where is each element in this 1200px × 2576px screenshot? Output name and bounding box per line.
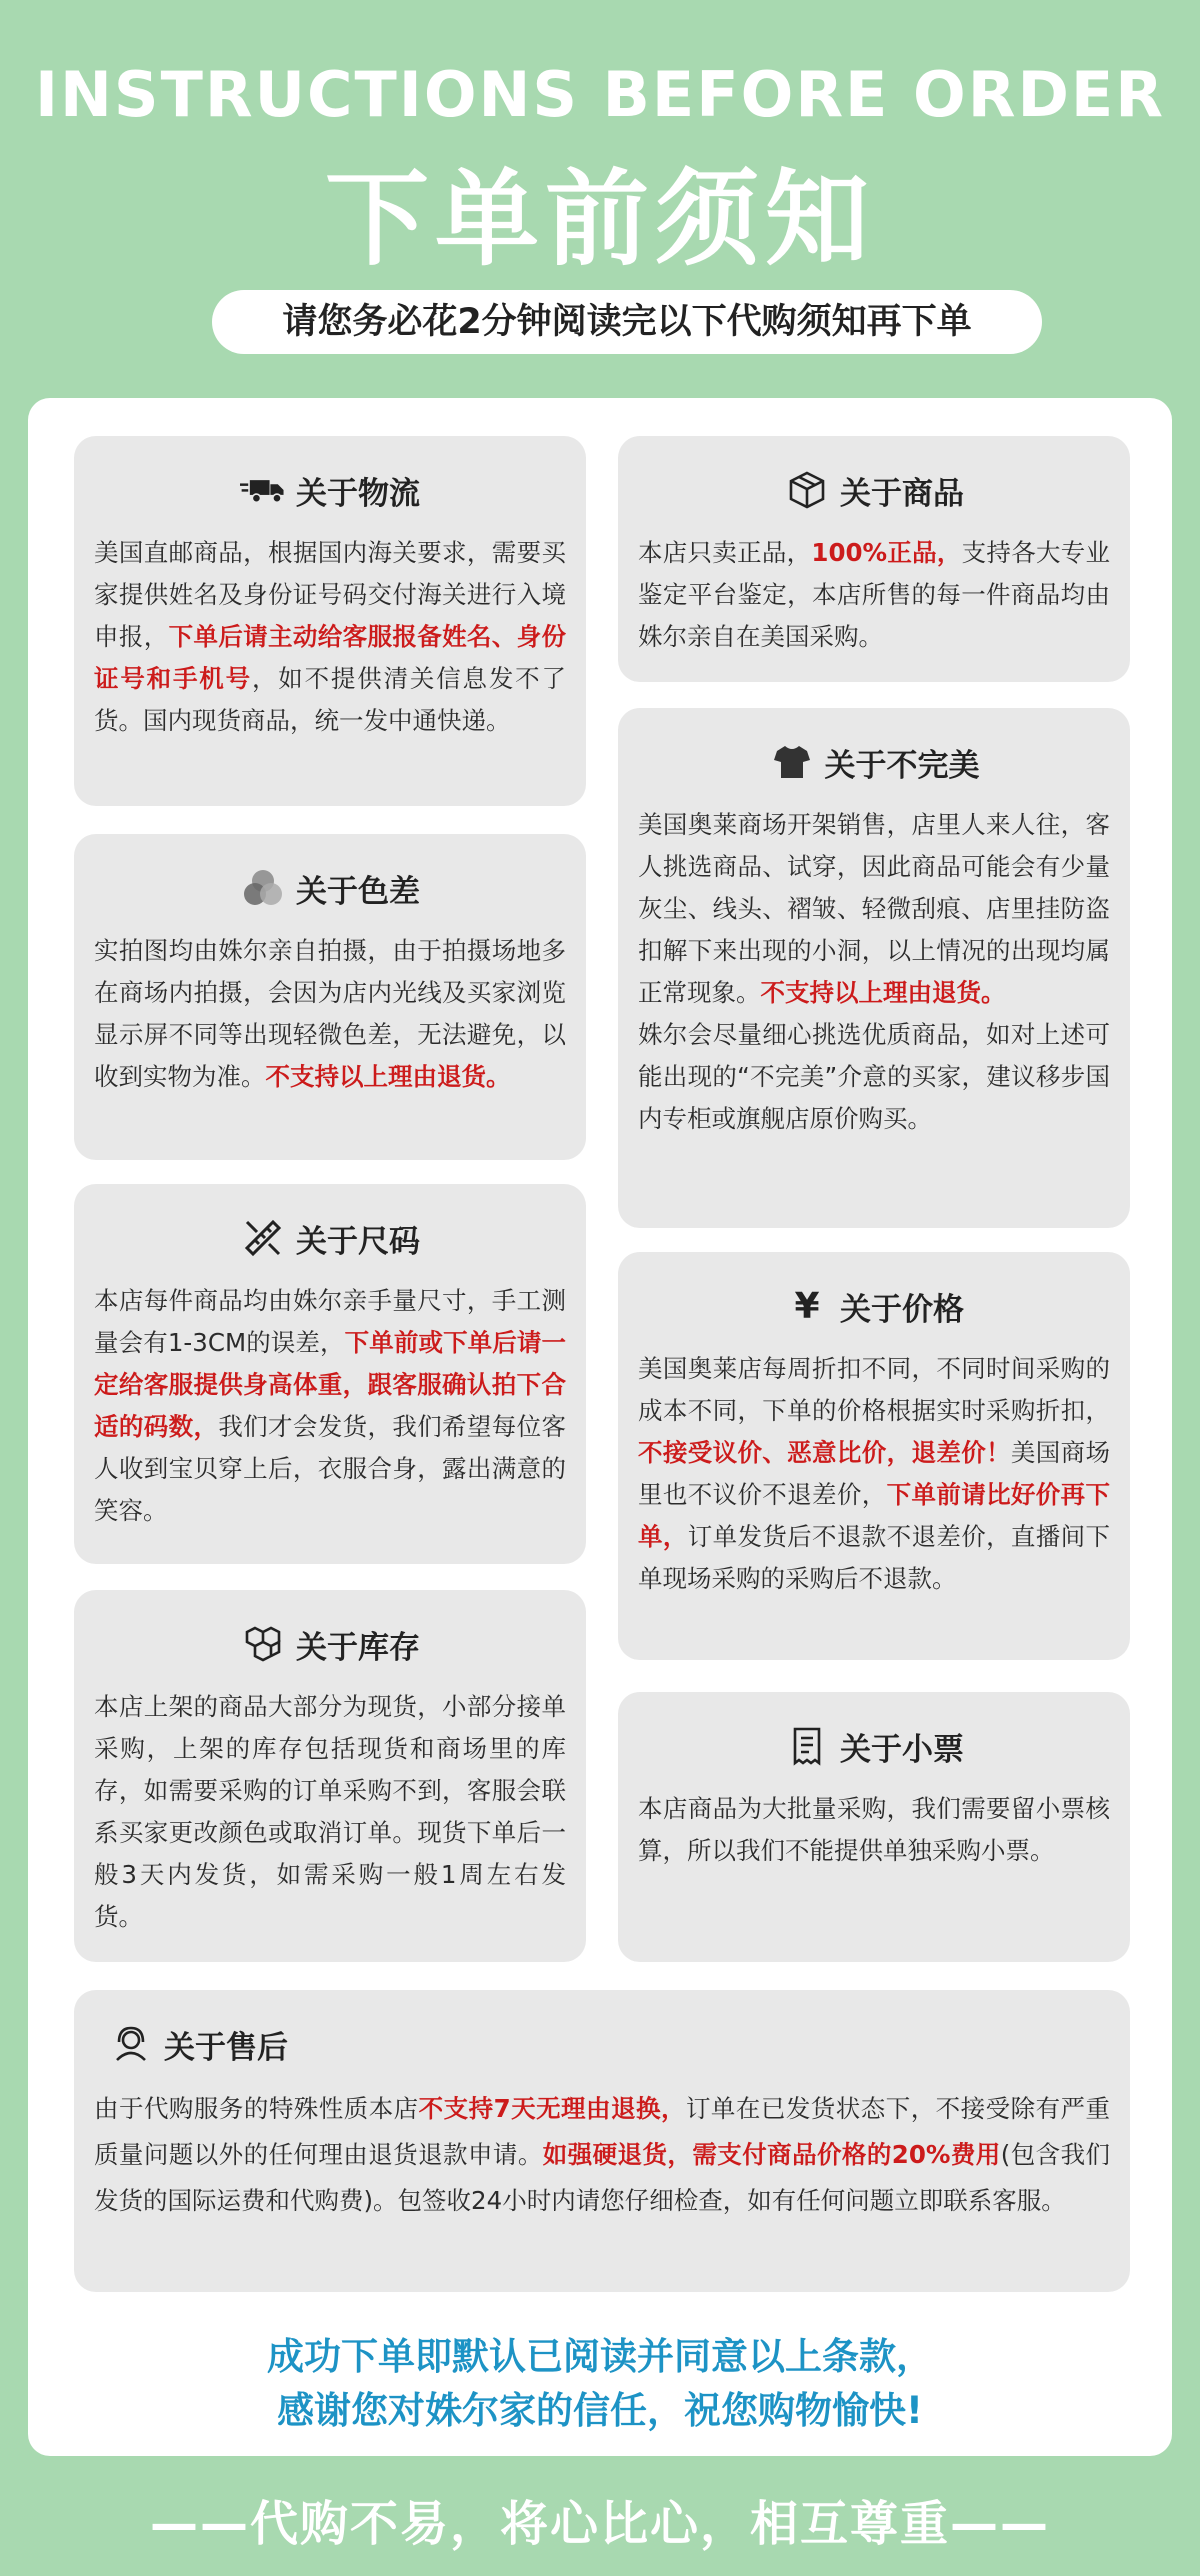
card-body: 本店上架的商品大部分为现货，小部分接单采购，上架的库存包括现货和商场里的库存，如需要采购的订单采购不到，客服会联系买家更改颜色或取消订单。现货下单后一般3天内发货，如需采购一般1周左右发货。 <box>94 1692 566 1931</box>
card-title: 关于色差 <box>296 873 420 910</box>
card-receipt <box>618 1692 1130 1962</box>
card-price <box>618 1252 1130 1660</box>
card-stock <box>74 1590 586 1962</box>
card-header <box>94 470 566 510</box>
card-imperfect <box>618 708 1130 1228</box>
card-title: 关于尺码 <box>296 1223 420 1260</box>
card-product <box>618 436 1130 682</box>
card-body: 本店每件商品均由姝尔亲手量尺寸，手工测量会有1-3CM的误差，下单前或下单后请一定给客服提供身高体重，跟客服确认拍下合适的码数，我们才会发货，我们希望每位客人收到宝贝穿上后，衣服合身，露出满意的笑容。 <box>94 1286 567 1525</box>
title-cn: 下单前须知 <box>324 158 875 280</box>
closing-line-1: 成功下单即默认已阅读并同意以上条款， <box>267 2335 933 2378</box>
card-header <box>638 1726 1110 1766</box>
card-title: 关于价格 <box>840 1291 964 1328</box>
box-icon <box>784 470 830 510</box>
card-header <box>94 1218 566 1258</box>
card-title: 关于物流 <box>296 475 420 512</box>
card-size <box>74 1184 586 1564</box>
card-title: 关于库存 <box>296 1629 420 1666</box>
card-body: 由于代购服务的特殊性质本店不支持7天无理由退换，订单在已发货状态下，不接受除有严重质量问题以外的任何理由退货退款申请。如强硬退货，需支付商品价格的20%费用(包含我们发货的国际运费和代购费)。包签收24小时内请您仔细检查，如有任何问题立即联系客服。 <box>94 2094 1111 2215</box>
yen-icon: ¥ <box>794 1285 820 1327</box>
card-title: 关于售后 <box>164 2029 288 2066</box>
content-panel <box>28 398 1172 2456</box>
card-body: 美国奥莱商场开架销售，店里人来人往，客人挑选商品、试穿，因此商品可能会有少量灰尘、线头、褶皱、轻微刮痕、店里挂防盗扣解下来出现的小洞，以上情况的出现均属正常现象。不支持以上理由退货。 姝尔会尽量细心挑选优质商品，如对上述可能出现的“不完美”介意的买家，建议移步国内专柜或旗舰店原价购买。 <box>638 810 1110 1133</box>
boxes-icon <box>240 1624 286 1664</box>
ruler-icon <box>240 1218 286 1258</box>
card-header <box>638 470 1110 510</box>
card-title: 关于商品 <box>840 475 964 512</box>
card-body: 本店商品为大批量采购，我们需要留小票核算，所以我们不能提供单独采购小票。 <box>638 1794 1110 1865</box>
footer-slogan: ——代购不易，将心比心，相互尊重—— <box>149 2496 1050 2552</box>
card-header <box>638 1286 1110 1326</box>
truck-icon <box>240 470 286 510</box>
service-icon <box>108 2024 154 2064</box>
color-circles-icon <box>240 868 286 908</box>
card-body: 美国直邮商品，根据国内海关要求，需要买家提供姓名及身份证号码交付海关进行入境申报，下单后请主动给客服报备姓名、身份证号和手机号，如不提供清关信息发不了货。国内现货商品，统一发中通快递。 <box>94 538 567 735</box>
card-header <box>94 1624 566 1664</box>
card-body: 实拍图均由姝尔亲自拍摄，由于拍摄场地多在商场内拍摄，会因为店内光线及买家浏览显示屏不同等出现轻微色差，无法避免，以收到实物为准。不支持以上理由退货。 <box>94 936 566 1091</box>
card-title: 关于小票 <box>840 1731 964 1768</box>
card-logistics <box>74 436 586 806</box>
card-aftersale <box>74 1990 1130 2292</box>
card-body: 美国奥莱店每周折扣不同，不同时间采购的成本不同，下单的价格根据实时采购折扣，不接受议价、恶意比价，退差价！美国商场里也不议价不退差价，下单前请比好价再下单，订单发货后不退款不退差价，直播间下单现场采购的采购后不退款。 <box>638 1354 1111 1593</box>
card-title: 关于不完美 <box>824 747 980 784</box>
closing-line-2: 感谢您对姝尔家的信任，祝您购物愉快! <box>277 2389 923 2432</box>
tshirt-icon <box>769 742 815 782</box>
receipt-icon <box>784 1726 830 1766</box>
closing-message <box>0 2330 1200 2438</box>
subtitle-banner: 请您务必花2分钟阅读完以下代购须知再下单 <box>212 290 1042 354</box>
title-en: INSTRUCTIONS BEFORE ORDER <box>34 58 1166 131</box>
card-header <box>108 2024 1110 2064</box>
card-header <box>94 868 566 908</box>
card-body: 本店只卖正品，100%正品，支持各大专业鉴定平台鉴定，本店所售的每一件商品均由姝尔亲自在美国采购。 <box>638 538 1110 651</box>
card-header <box>638 742 1110 782</box>
card-color <box>74 834 586 1160</box>
